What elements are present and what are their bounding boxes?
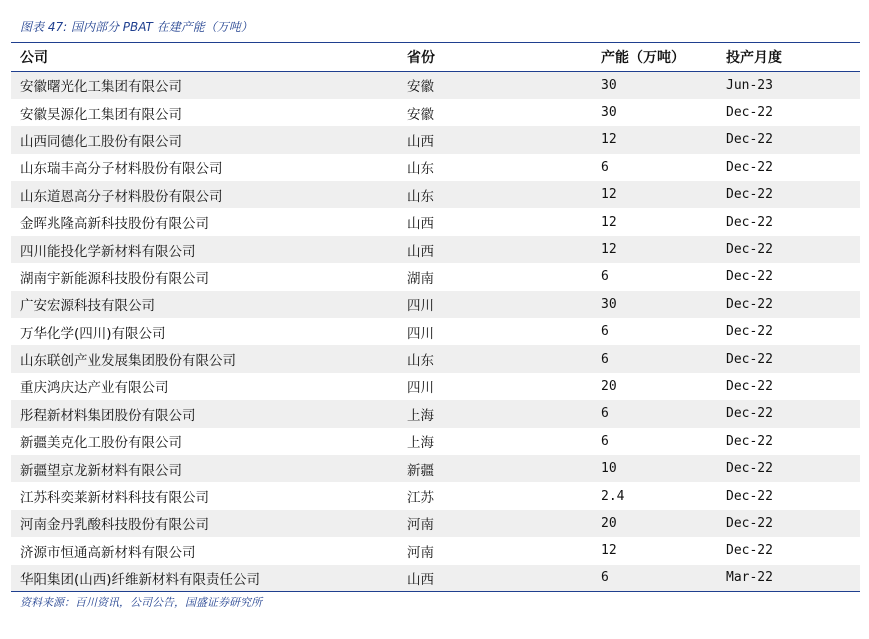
company-cell: 山东瑞丰高分子材料股份有限公司 [20, 161, 223, 178]
company-cell: 山西同德化工股份有限公司 [11, 126, 398, 153]
company-cell: 重庆鸿庆达产业有限公司 [20, 380, 169, 397]
company-cell: 济源市恒通高新材料有限公司 [20, 544, 196, 561]
source-note: 资料来源：百川资讯，公司公告，国盛证券研究所 [20, 596, 262, 609]
table-row [11, 565, 860, 592]
company-cell: 湖南宇新能源科技股份有限公司 [20, 270, 209, 287]
table-row [11, 345, 860, 372]
table-row [11, 154, 860, 181]
table-row [11, 72, 860, 99]
company-cell: 华阳集团(山西)纤维新材料有限责任公司 [11, 565, 398, 592]
start-month-cell: Dec-22 [717, 400, 860, 427]
province-cell: 山西 [407, 216, 434, 233]
capacity-cell: 30 [592, 72, 717, 99]
start-month-cell: Dec-22 [726, 433, 773, 449]
capacity-cell: 6 [592, 565, 717, 592]
start-month-cell: Dec-22 [717, 291, 860, 318]
start-month-cell: Dec-22 [726, 269, 773, 285]
header-province: 省份 [398, 43, 592, 72]
table-row [11, 263, 860, 290]
company-cell: 山东道恩高分子材料股份有限公司 [11, 181, 398, 208]
table-row [11, 236, 860, 263]
capacity-cell: 12 [592, 236, 717, 263]
figure-caption: 图表 47: 国内部分 PBAT 在建产能（万吨） [20, 20, 253, 34]
capacity-cell: 20 [601, 378, 617, 394]
province-cell: 河南 [407, 544, 434, 561]
capacity-cell: 6 [601, 269, 609, 285]
capacity-cell: 10 [592, 455, 717, 482]
capacity-cell: 20 [592, 510, 717, 537]
start-month-cell: Dec-22 [717, 181, 860, 208]
province-cell: 山东 [398, 181, 592, 208]
company-cell: 彤程新材料集团股份有限公司 [11, 400, 398, 427]
company-cell: 新疆望京龙新材料有限公司 [11, 455, 398, 482]
start-month-cell: Dec-22 [726, 159, 773, 175]
capacity-cell: 6 [601, 324, 609, 340]
province-cell: 新疆 [398, 455, 592, 482]
table-row [11, 482, 860, 509]
capacity-cell: 12 [592, 126, 717, 153]
company-cell: 安徽昊源化工集团有限公司 [20, 106, 182, 123]
province-cell: 山西 [398, 565, 592, 592]
capacity-cell: 6 [592, 400, 717, 427]
capacity-cell: 30 [601, 105, 617, 121]
province-cell: 山西 [398, 236, 592, 263]
company-cell: 四川能投化学新材料有限公司 [11, 236, 398, 263]
province-cell: 湖南 [407, 270, 434, 287]
capacity-cell: 6 [592, 345, 717, 372]
start-month-cell: Dec-22 [726, 214, 773, 230]
company-cell: 金晖兆隆高新科技股份有限公司 [20, 216, 209, 233]
table-row [11, 455, 860, 482]
capacity-table-container [11, 42, 860, 592]
company-cell: 江苏科奕莱新材料科技有限公司 [20, 490, 209, 507]
table-header [11, 43, 860, 72]
province-cell: 山东 [407, 161, 434, 178]
table-row [11, 510, 860, 537]
capacity-cell: 6 [601, 159, 609, 175]
capacity-cell: 6 [601, 433, 609, 449]
province-cell: 江苏 [407, 490, 434, 507]
capacity-cell: 30 [592, 291, 717, 318]
province-cell: 四川 [398, 291, 592, 318]
province-cell: 四川 [407, 380, 434, 397]
table-row [11, 126, 860, 153]
start-month-cell: Dec-22 [726, 324, 773, 340]
table-row [11, 291, 860, 318]
header-company: 公司 [11, 43, 398, 72]
start-month-cell: Dec-22 [717, 510, 860, 537]
table-body [11, 72, 860, 592]
header-start-month: 投产月度 [717, 43, 860, 72]
table-row [11, 208, 860, 235]
table-row [11, 99, 860, 126]
province-cell: 安徽 [407, 106, 434, 123]
header-capacity: 产能（万吨） [592, 43, 717, 72]
table-row [11, 537, 860, 564]
start-month-cell: Dec-22 [726, 378, 773, 394]
capacity-table [11, 42, 860, 592]
province-cell: 河南 [398, 510, 592, 537]
start-month-cell: Jun-23 [717, 72, 860, 99]
header-row [11, 43, 860, 72]
company-cell: 新疆美克化工股份有限公司 [20, 435, 182, 452]
province-cell: 山东 [398, 345, 592, 372]
start-month-cell: Dec-22 [726, 105, 773, 121]
province-cell: 山西 [398, 126, 592, 153]
table-row [11, 318, 860, 345]
start-month-cell: Dec-22 [717, 345, 860, 372]
capacity-cell: 12 [592, 181, 717, 208]
table-row [11, 181, 860, 208]
start-month-cell: Dec-22 [717, 236, 860, 263]
company-cell: 山东联创产业发展集团股份有限公司 [11, 345, 398, 372]
start-month-cell: Dec-22 [726, 488, 773, 504]
province-cell: 安徽 [398, 72, 592, 99]
province-cell: 上海 [398, 400, 592, 427]
capacity-cell: 12 [601, 543, 617, 559]
company-cell: 河南金丹乳酸科技股份有限公司 [11, 510, 398, 537]
capacity-cell: 12 [601, 214, 617, 230]
table-row [11, 400, 860, 427]
start-month-cell: Dec-22 [726, 543, 773, 559]
company-cell: 广安宏源科技有限公司 [11, 291, 398, 318]
company-cell: 安徽曙光化工集团有限公司 [11, 72, 398, 99]
province-cell: 四川 [407, 325, 434, 342]
company-cell: 万华化学(四川)有限公司 [20, 325, 166, 342]
table-row [11, 428, 860, 455]
province-cell: 上海 [407, 435, 434, 452]
capacity-cell: 2.4 [601, 488, 625, 504]
start-month-cell: Dec-22 [717, 126, 860, 153]
start-month-cell: Mar-22 [717, 565, 860, 592]
table-row [11, 373, 860, 400]
start-month-cell: Dec-22 [717, 455, 860, 482]
